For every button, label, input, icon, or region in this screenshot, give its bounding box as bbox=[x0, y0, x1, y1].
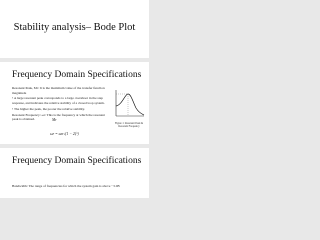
slide-thumbnail-1[interactable] bbox=[0, 0, 149, 58]
slide-body-text bbox=[12, 86, 112, 123]
slide-title: Stability analysis– Bode Plot bbox=[13, 22, 136, 33]
slide-thumbnail-2[interactable] bbox=[0, 62, 149, 144]
paragraph: Resonant Peak, Mr: It is the maximum value of the transfer function magnitude bbox=[12, 86, 105, 95]
resonant-frequency-formula: ωr = ωn√(1 − 2ζ²) bbox=[50, 132, 79, 136]
slide-body-text bbox=[12, 184, 122, 189]
slide-heading: Frequency Domain Specifications bbox=[12, 156, 142, 166]
slide-thumbnail-3[interactable] bbox=[0, 148, 149, 198]
paragraph: • The higher the peak, the poorer the relative stability. bbox=[12, 106, 85, 111]
figure-caption: Figure 1: Resonant Peak & Resonant Frequency bbox=[114, 122, 144, 128]
paragraph: • A large resonant peak corresponds to a large overshoot in the step response, and indicates the relative stability of a closed loop system. bbox=[12, 96, 105, 105]
paragraph: Bandwidth: The range of frequencies for which the system gain is above −3 dB bbox=[12, 184, 120, 188]
magnitude-curve bbox=[116, 94, 144, 115]
slide-thumbnail-strip bbox=[0, 0, 149, 198]
slide-heading: Frequency Domain Specifications bbox=[12, 70, 142, 80]
paragraph: Resonant Frequency: ωr: This is the frequency at which the resonant peak is obtained. bbox=[12, 112, 105, 122]
resonant-peak-plot-figure bbox=[112, 88, 146, 120]
resonant-peak-formula: Mr bbox=[52, 118, 57, 122]
